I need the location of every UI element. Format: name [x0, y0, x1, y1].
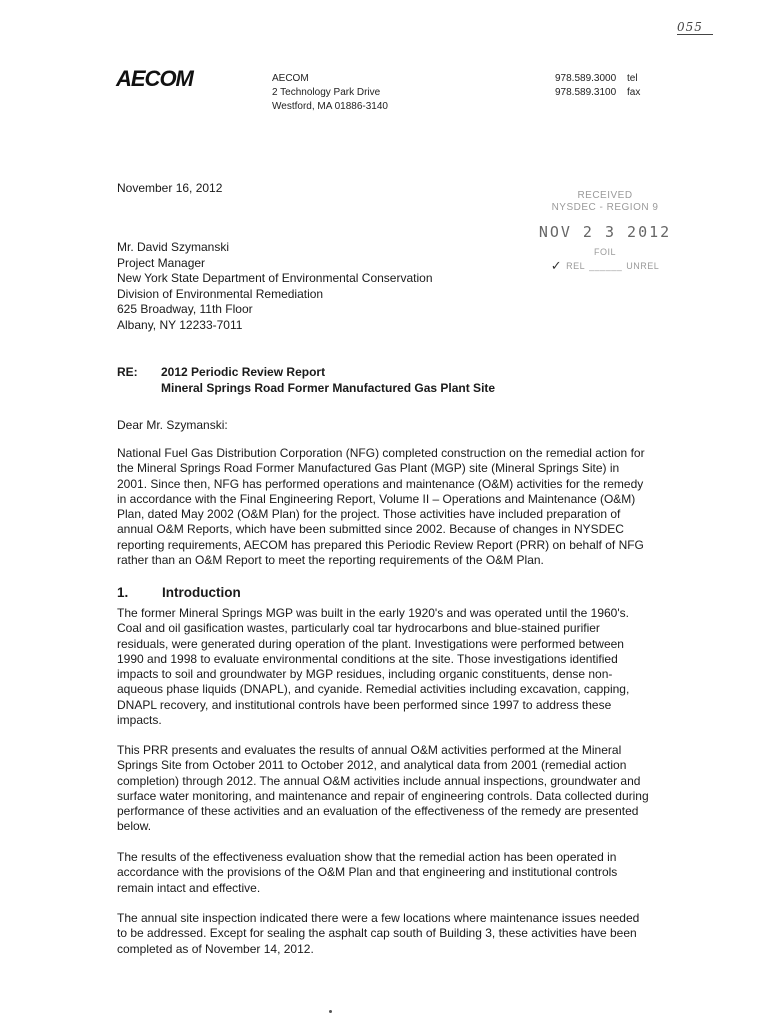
- stamp-unrel: UNREL: [626, 261, 660, 271]
- paragraph-prr-scope: This PRR presents and evaluates the results of annual O&M activities performed at the Mineral Springs Site from October 2011 to October 2012, and analytical data from 2001 (remedial action completion) through 2012. The annual O&M activities include annual inspections, groundwater and surface water monitoring, and maintenance and repair of engineering controls. Data collected during performance of these activities and an evaluation of the effectiveness of the remedy are presented below.: [117, 743, 649, 834]
- subject-label: RE:: [117, 365, 138, 379]
- tel-label: tel: [627, 73, 638, 84]
- recipient-street: 625 Broadway, 11th Floor: [117, 302, 253, 316]
- recipient-org: New York State Department of Environmental Conservation: [117, 271, 433, 285]
- stamp-marks: ✓ REL ______ UNREL: [550, 258, 660, 273]
- stamp-foil: FOIL: [593, 247, 616, 257]
- section-heading-introduction: [117, 585, 241, 600]
- recipient-title: Project Manager: [117, 255, 206, 270]
- recipient-division: Division of Environmental Remediation: [117, 286, 324, 301]
- recipient-name: Mr. David Szymanski: [117, 240, 230, 254]
- subject-site: Mineral Springs Road Former Manufactured Gas Plant Site: [161, 381, 496, 395]
- tel-number: 978.589.3000: [555, 73, 617, 84]
- salutation: Dear Mr. Szymanski:: [117, 418, 228, 432]
- paragraph-effectiveness: The results of the effectiveness evaluation show that the remedial action has been operated in accordance with the provisions of the O&M Plan and that engineering and institutional controls remain intact and effective.: [117, 850, 618, 895]
- section-title: Introduction: [162, 585, 241, 600]
- handwritten-page-note: 055: [677, 20, 713, 35]
- recipient-city: Albany, NY 12233-7011: [117, 317, 243, 332]
- fax-row: [555, 86, 640, 100]
- stamp-received: RECEIVED: [577, 190, 633, 201]
- recipient-block: [117, 240, 433, 333]
- letterhead-contact: [555, 72, 640, 100]
- paragraph-inspection: The annual site inspection indicated there were a few locations where maintenance issues needed to be addressed. Except for sealing the asphalt cap south of Building 3, these activities have been completed as of November 14, 2012.: [117, 911, 640, 956]
- company-city: Westford, MA 01886-3140: [272, 101, 388, 112]
- tel-row: [555, 72, 640, 86]
- fax-label: fax: [627, 87, 641, 98]
- received-stamp: [530, 190, 680, 272]
- letter-date: November 16, 2012: [117, 181, 223, 195]
- stamp-date: NOV 2 3 2012: [538, 223, 672, 241]
- company-logo: AECOM: [116, 66, 193, 91]
- section-number: 1.: [117, 585, 129, 600]
- company-name: AECOM: [272, 73, 309, 84]
- stamp-region: NYSDEC - REGION 9: [551, 202, 659, 213]
- subject-line: [117, 364, 495, 396]
- paragraph-introduction: The former Mineral Springs MGP was built in the early 1920's and was operated until the 1960's. Coal and oil gasification wastes, particularly coal tar hydrocarbons and blue-stained purifier residuals, were generated during operation of the plant. Investigations were performed between 1990 and 1998 to evaluate environmental conditions at the site. Those investigations identified impacts to soil and groundwater by MGP residues, including organic constituents, dense non-aqueous phase liquids (DNAPL), and cyanide. Remedial activities including excavation, capping, DNAPL recovery, and institutional controls have been performed since 1997 to address these impacts.: [117, 606, 630, 728]
- subject-title: 2012 Periodic Review Report: [161, 365, 326, 379]
- fax-number: 978.589.3100: [555, 87, 617, 98]
- check-mark-icon: ✓: [550, 258, 563, 273]
- company-street: 2 Technology Park Drive: [272, 87, 381, 98]
- page-mark: [329, 1010, 332, 1013]
- letterhead-address: [272, 72, 388, 114]
- stamp-rel: REL: [566, 261, 586, 271]
- paragraph-background: National Fuel Gas Distribution Corporation (NFG) completed construction on the remedial action for the Mineral Springs Road Former Manufactured Gas Plant (MGP) site (Mineral Springs Site) in 2001. Since then, NFG has performed operations and maintenance (O&M) activities for the remedy in accordance with the Final Engineering Report, Volume II – Operations and Maintenance (O&M) Plan, dated May 2002 (O&M Plan) for the project. Those activities have included preparation of annual O&M Reports, which have been submitted since 2002. Because of changes in NYSDEC reporting requirements, AECOM has prepared this Periodic Review Report (PRR) on behalf of NFG rather than an O&M Report to meet the reporting requirements of the O&M Plan.: [117, 446, 645, 568]
